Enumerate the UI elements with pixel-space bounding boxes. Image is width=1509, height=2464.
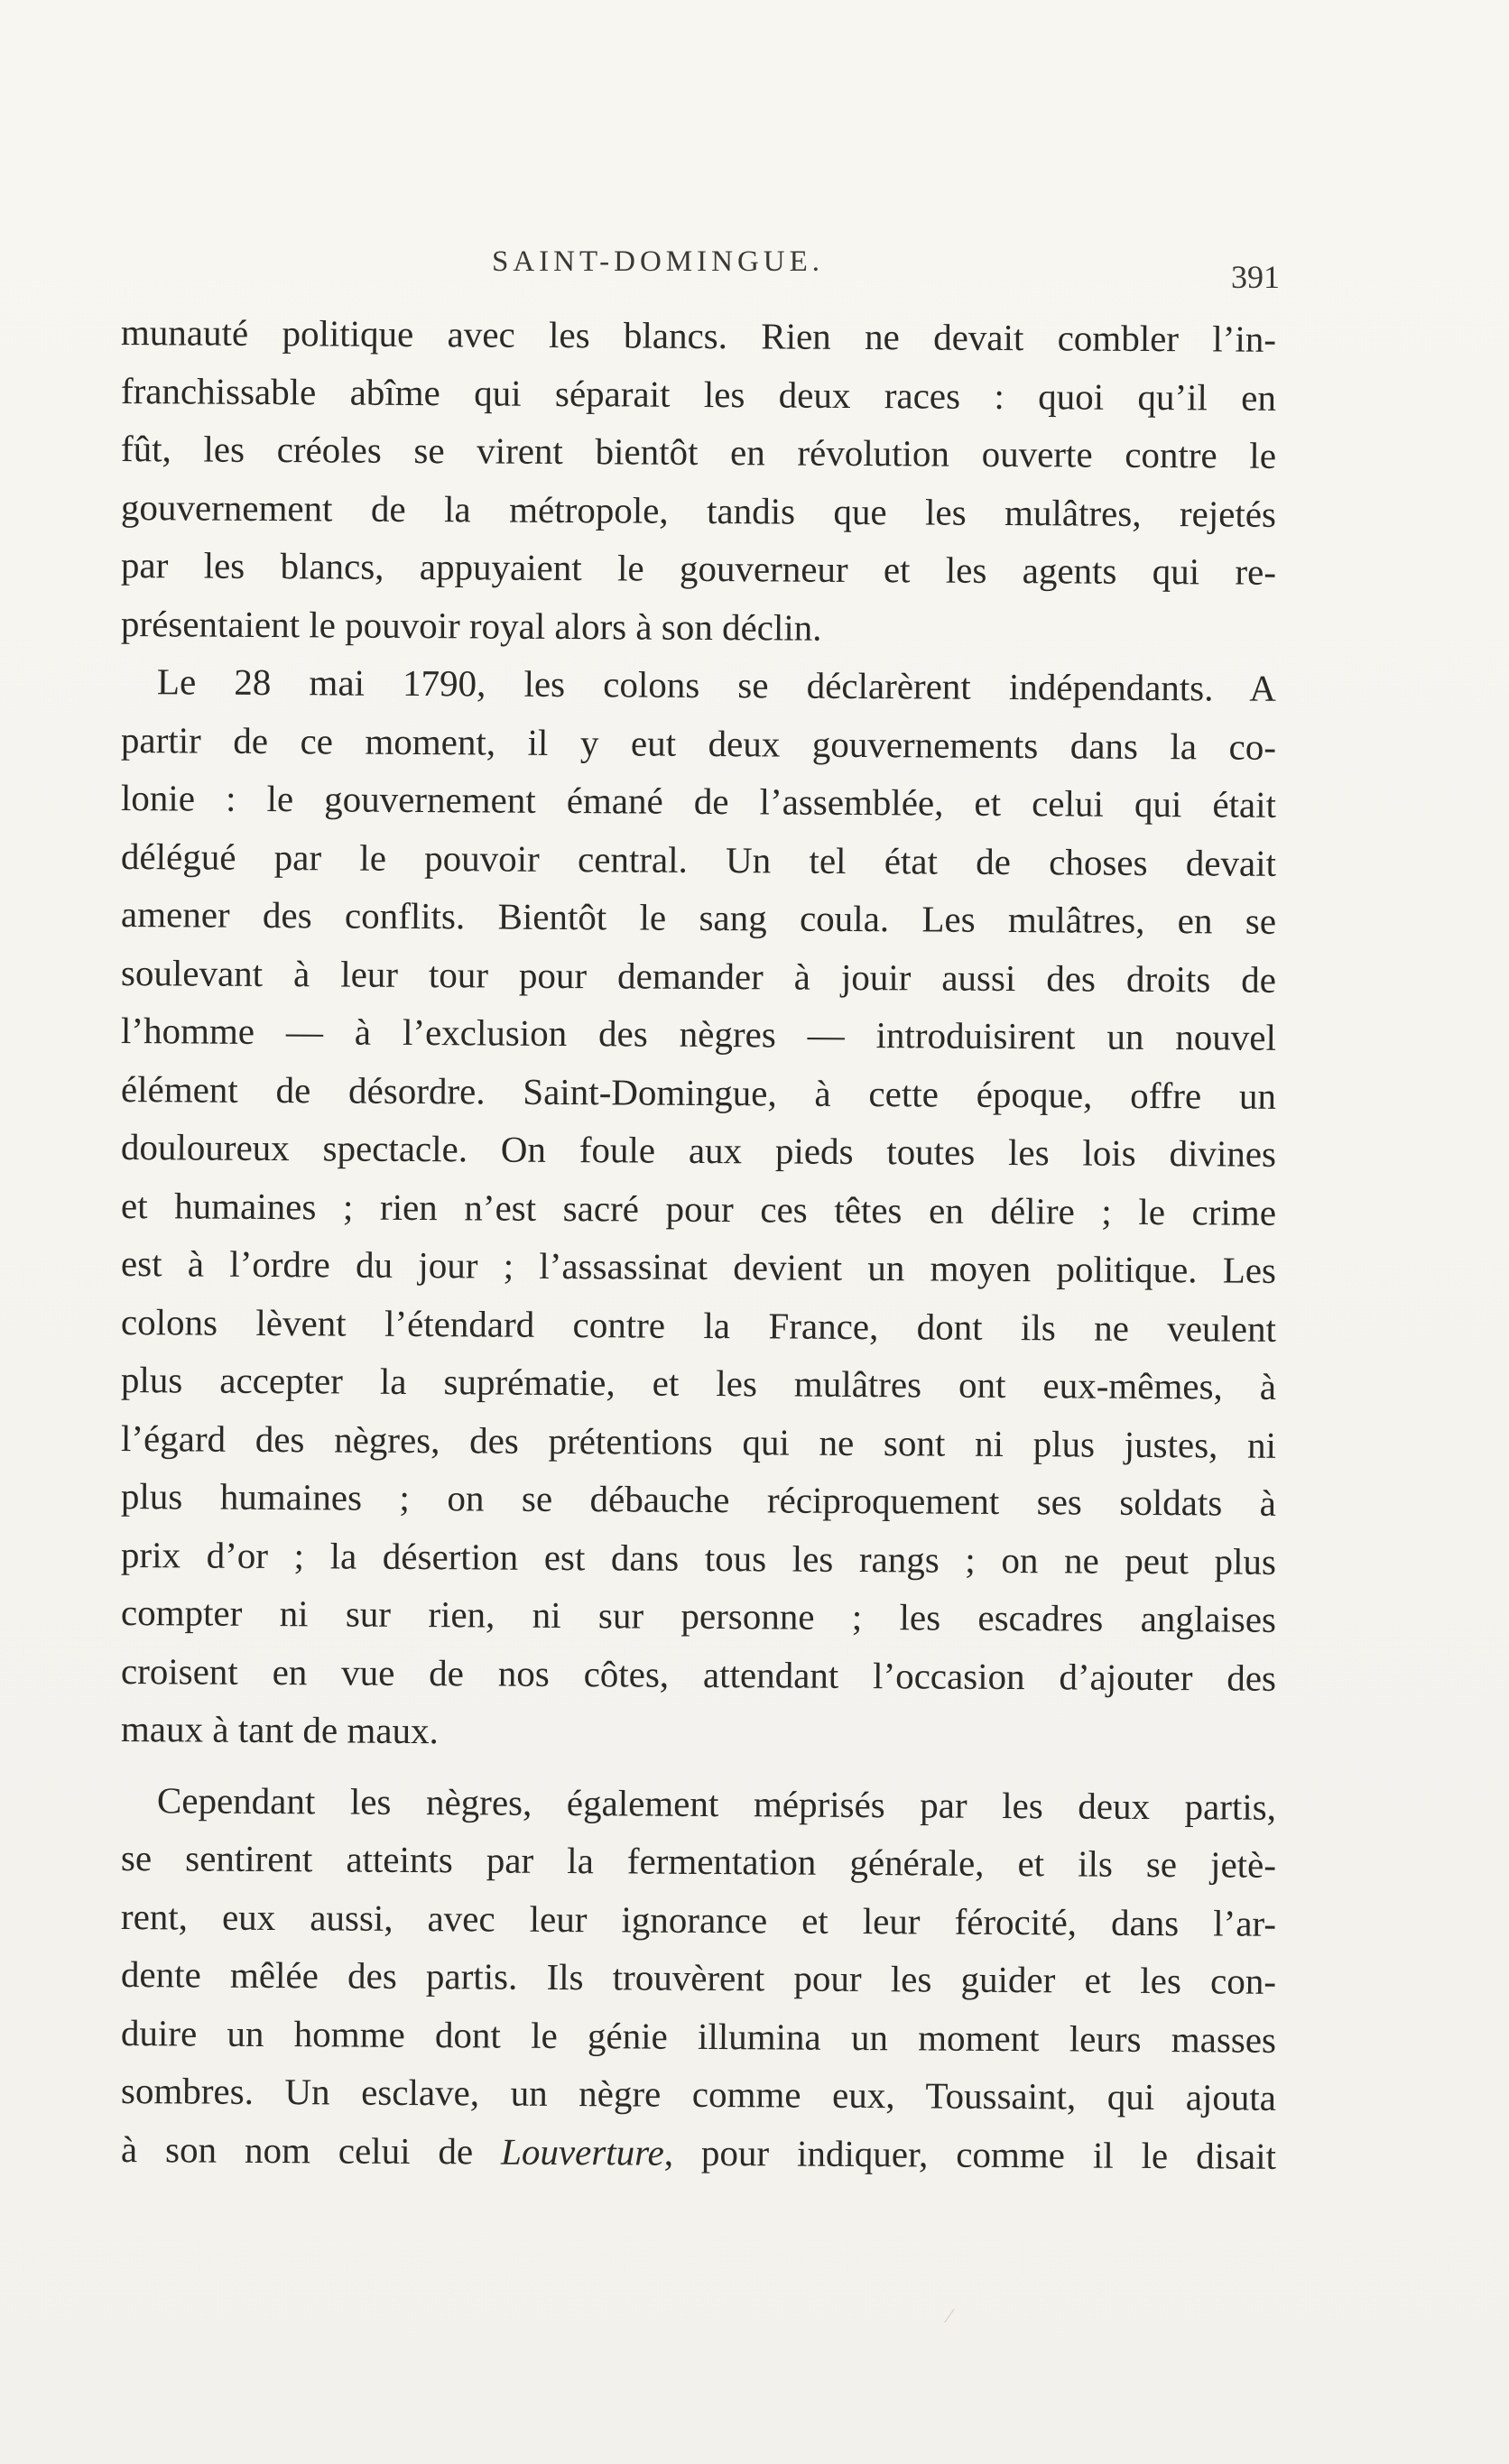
line-text: à son nom celui de [120, 2127, 502, 2173]
text-line: l’égard des nègres, des prétentions qui ne sont ni plus justes, ni [120, 1417, 1277, 1466]
paragraph-1 [121, 303, 1276, 652]
paragraph-2 [121, 652, 1276, 1758]
text-line: prix d’or ; la désertion est dans tous les rangs ; on ne peut plus [120, 1533, 1277, 1583]
text-line: colons lèvent l’étendard contre la France, dont ils ne veulent [120, 1300, 1277, 1350]
text-line: munauté politique avec les blancs. Rien ne devait combler l’in- [120, 311, 1277, 360]
text-line: fût, les créoles se virent bientôt en révolution ouverte contre le [120, 428, 1277, 476]
text-line: soulevant à leur tour pour demander à jouir aussi des droits de [120, 951, 1277, 1001]
italic-word: Louverture [500, 2130, 664, 2173]
text-line: est à l’ordre du jour ; l’assassinat devient un moyen politique. Les [120, 1242, 1277, 1291]
text-line: duire un homme dont le génie illumina un moment leurs masses [120, 2011, 1277, 2061]
text-line: partir de ce moment, il y eut deux gouvernements dans la co- [120, 718, 1277, 768]
text-line: dente mêlée des partis. Ils trouvèrent pour les guider et les con- [120, 1953, 1277, 2002]
page-mark: ⁄ [948, 2304, 951, 2327]
text-line: l’homme — à l’exclusion des nègres — introduisirent un nouvel [120, 1010, 1277, 1058]
line-text: , pour indiquer, comme il le disait [663, 2131, 1277, 2177]
text-line: Le 28 mai 1790, les colons se déclarèrent indépendants. A [156, 660, 1277, 709]
text-line: franchissable abîme qui séparait les deux races : quoi qu’il en [120, 369, 1277, 419]
text-line: se sentirent atteints par la fermentation générale, et ils se jetè- [120, 1837, 1277, 1886]
text-line: plus humaines ; on se débauche réciproquement ses soldats à [120, 1475, 1277, 1524]
text-line: gouvernement de la métropole, tandis que les mulâtres, rejetés [120, 485, 1277, 535]
running-head: SAINT-DOMINGUE. [492, 245, 825, 278]
text-line: et humaines ; rien n’est sacré pour ces têtes en délire ; le crime [120, 1184, 1277, 1233]
text-line: plus accepter la suprématie, et les mulâtres ont eux-mêmes, à [120, 1359, 1277, 1407]
text-line: par les blancs, appuyaient le gouverneur et les agents qui re- [120, 544, 1277, 593]
text-line: maux à tant de maux. [120, 1708, 439, 1752]
text-line: compter ni sur rien, ni sur personne ; les escadres anglaises [120, 1592, 1277, 1640]
paragraph-3 [121, 1771, 1276, 2179]
page-number: 391 [1231, 259, 1280, 295]
text-line: rent, eux aussi, avec leur ignorance et leur férocité, dans l’ar- [120, 1895, 1277, 1944]
text-line: présentaient le pouvoir royal alors à son déclin. [120, 602, 822, 649]
text-line: douloureux spectacle. On foule aux pieds toutes les lois divines [120, 1126, 1277, 1175]
text-line: élément de désordre. Saint-Domingue, à cette époque, offre un [120, 1067, 1277, 1117]
text-line: amener des conflits. Bientôt le sang coula. Les mulâtres, en se [120, 893, 1277, 942]
text-line: délégué par le pouvoir central. Un tel état de choses devait [120, 835, 1277, 884]
body-text [121, 303, 1276, 2178]
text-line-last [121, 2120, 1276, 2185]
text-line: lonie : le gouvernement émané de l’assemblée, et celui qui était [120, 777, 1277, 826]
text-line: sombres. Un esclave, un nègre comme eux, Toussaint, qui ajouta [120, 2070, 1277, 2118]
text-line: croisent en vue de nos côtes, attendant l’occasion d’ajouter des [120, 1649, 1277, 1699]
text-line: Cependant les nègres, également méprisés par les deux partis, [156, 1778, 1277, 1828]
